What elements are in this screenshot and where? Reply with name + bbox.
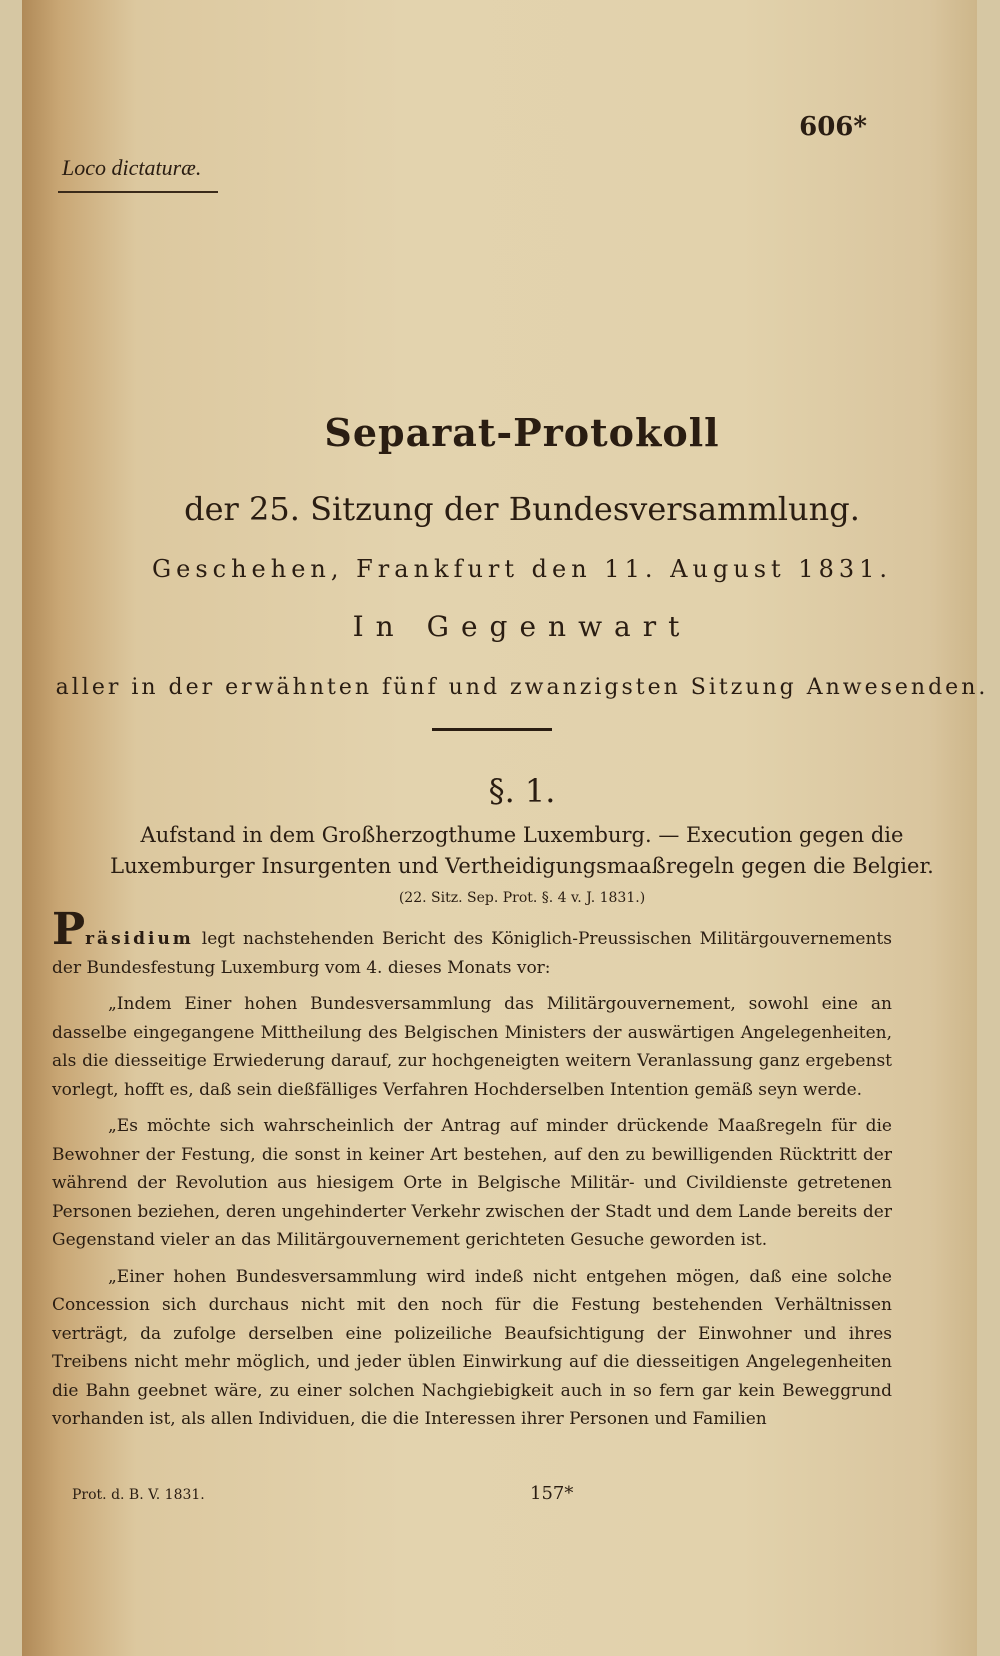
- paragraph-1-text: legt nachstehenden Bericht des Königlich-Preussischen Militärgouvernements der Bundesfestung Luxemburg vom 4. dieses Monats vor:: [52, 929, 892, 978]
- divider: [432, 728, 552, 731]
- marginal-note: Loco dictaturæ.: [62, 155, 202, 180]
- page-footer: [52, 1483, 892, 1511]
- document-title: Separat-Protokoll: [324, 410, 720, 455]
- date-line: Geschehen, Frankfurt den 11. August 1831.: [151, 555, 893, 583]
- paragraph-3: „Es möchte sich wahrscheinlich der Antrag auf minder drückende Maaßregeln für die Bewohner der Festung, die sonst in keiner Art bestehen, auf den zu bewilligenden Rücktritt der während der Revolution aus hiesigem Orte in Belgische Militär- und Civildienste getretenen Personen beziehen, deren ungehinderter Verkehr zwischen der Stadt und dem Lande bereits der Gegenstand vieler an das Militärgouvernement gerichteten Gesuche geworden ist.: [52, 1116, 892, 1250]
- section-heading: Aufstand in dem Großherzogthume Luxemburg. — Execution gegen die Luxemburger Insurgenten und Vertheidigungsmaaßregeln gegen die Belgier.: [110, 823, 934, 878]
- section-number: §. 1.: [488, 772, 556, 810]
- footer-signature: Prot. d. B. V. 1831.: [72, 1487, 205, 1503]
- drop-cap: P: [52, 904, 86, 955]
- section-reference: (22. Sitz. Sep. Prot. §. 4 v. J. 1831.): [398, 890, 646, 906]
- presence-heading: In Gegenwart: [352, 610, 692, 643]
- body-text: [52, 904, 892, 1442]
- document-page: [22, 0, 989, 1656]
- document-subtitle: der 25. Sitzung der Bundesversammlung.: [184, 490, 860, 528]
- footer-sheet-number: 157*: [530, 1483, 574, 1504]
- paragraph-2: „Indem Einer hohen Bundesversammlung das Militärgouvernement, sowohl eine an dasselbe eingegangene Mittheilung des Belgischen Ministers der auswärtigen Angelegenheiten, als die diesseitige Erwiederung darauf, zur hochgeneigten weitern Veranlassung ganz ergebenst vorlegt, hofft es, daß sein dießfälliges Verfahren Hochderselben Intention gemäß seyn werde.: [52, 994, 892, 1100]
- praesidium-word: räsidium: [85, 929, 194, 949]
- paragraph-1: [52, 904, 892, 982]
- marginal-note-underline: [58, 191, 218, 193]
- paragraph-4: „Einer hohen Bundesversammlung wird indeß nicht entgehen mögen, daß eine solche Concession sich durchaus nicht mit den noch für die Festung bestehenden Verhältnissen verträgt, da zufolge derselben eine polizeiliche Beaufsichtigung der Einwohner und ihres Treibens nicht mehr möglich, und jeder üblen Einwirkung auf die diesseitigen Angelegenheiten die Bahn geebnet wäre, zu einer solchen Nachgiebigkeit auch in so fern gar kein Beweggrund vorhanden ist, als allen Individuen, die die Interessen ihrer Personen und Familien: [52, 1266, 892, 1429]
- page-number: 606*: [799, 112, 867, 142]
- presence-line: aller in der erwähnten fünf und zwanzigsten Sitzung Anwesenden.: [55, 675, 989, 700]
